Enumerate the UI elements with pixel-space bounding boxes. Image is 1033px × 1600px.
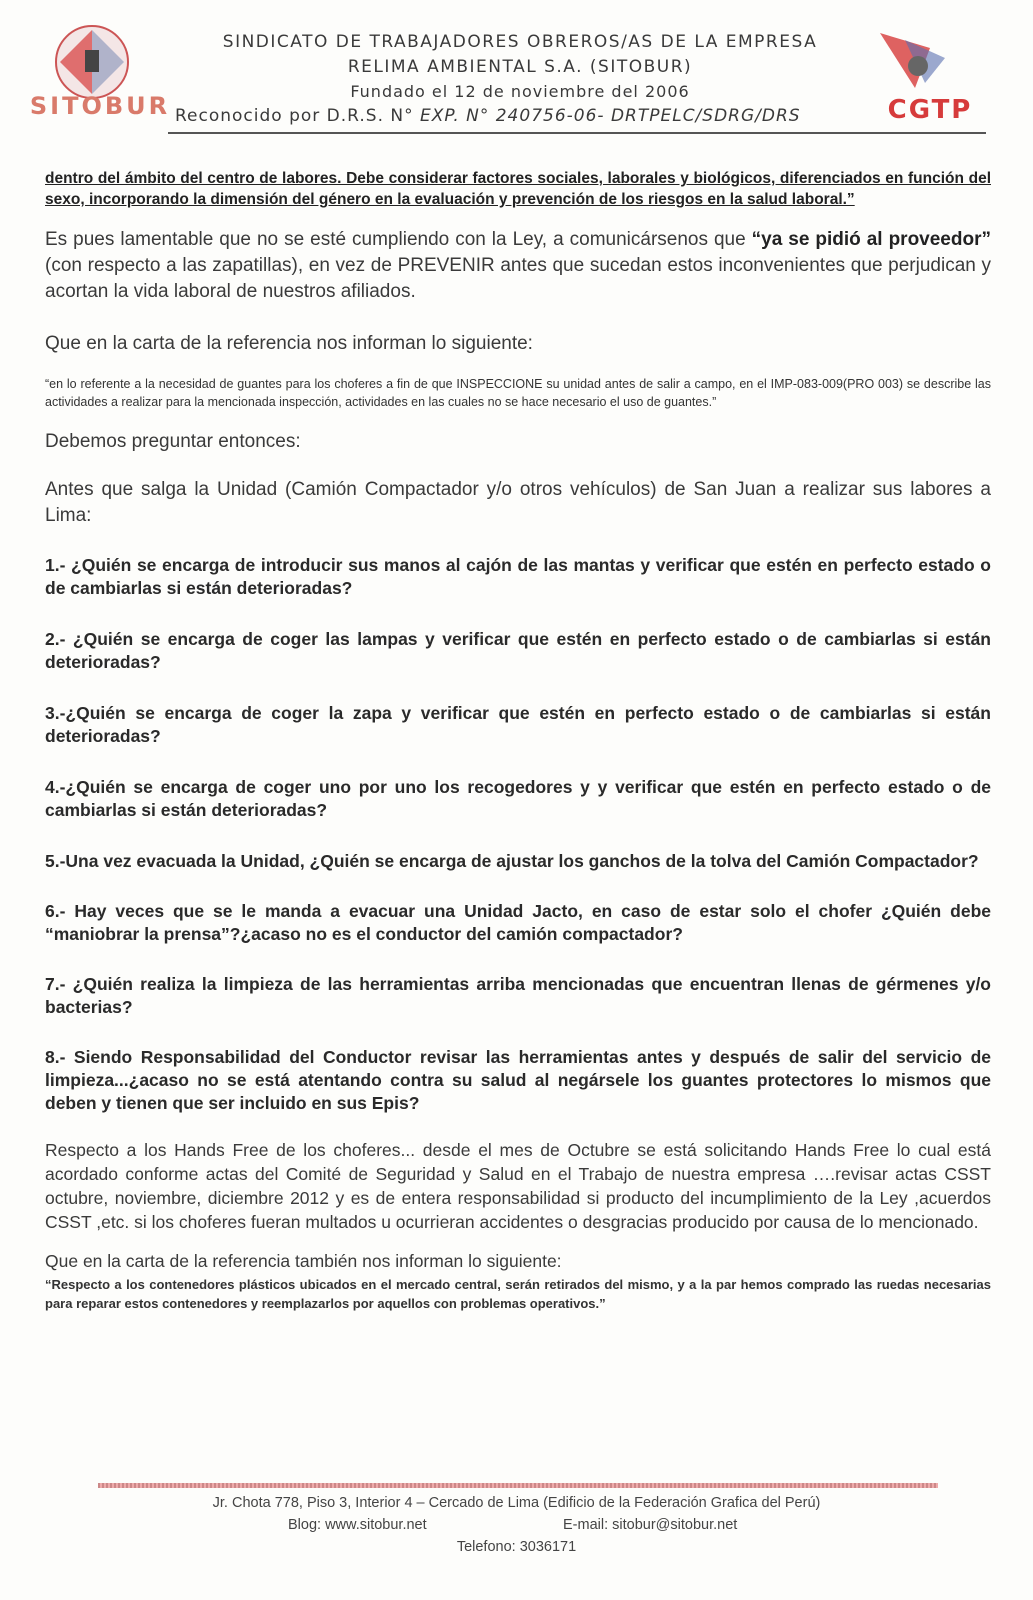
footer-phone: Telefono: 3036171 xyxy=(456,1539,577,1555)
footer-address: Jr. Chota 778, Piso 3, Interior 4 – Cercado de Lima (Edificio de la Federación Grafica del Perú) xyxy=(212,1495,821,1511)
paragraph-questions-intro: Debemos preguntar entonces: xyxy=(45,431,301,452)
letter-body xyxy=(45,168,991,1313)
letterhead-title xyxy=(175,30,865,104)
paragraph-reference-intro: Que en la carta de la referencia nos informan lo siguiente: xyxy=(45,333,533,354)
paragraph-text: Es pues lamentable que no se esté cumpliendo con la Ley, a comunicársenos que xyxy=(45,229,752,250)
footer-email-link[interactable]: E-mail: sitobur@sitobur.net xyxy=(563,1517,738,1533)
question-item: 7.- ¿Quién realiza la limpieza de las herramientas arriba mencionadas que encuentran llenas de gérmenes y/o bacterias? xyxy=(45,974,991,1017)
gloves-quote: “en lo referente a la necesidad de guantes para los choferes a fin de que INSPECCIONE su unidad antes de salir a campo, en el IMP-083-009(PRO 003) se describe las actividades a realizar para la mencionada inspección, actividades en las cuales no se hace necesario el uso de guantes.” xyxy=(45,377,991,409)
letterhead xyxy=(0,0,1033,140)
union-name: SINDICATO DE TRABAJADORES OBREROS/AS DE LA EMPRESA xyxy=(222,32,818,52)
header-divider xyxy=(168,132,986,134)
question-item: 4.-¿Quién se encarga de coger uno por uno los recogedores y y verificar que estén en perfecto estado o de cambiarlas si están deterioradas? xyxy=(45,777,991,820)
footer-blog-link[interactable]: Blog: www.sitobur.net xyxy=(288,1517,427,1533)
question-item: 1.- ¿Quién se encarga de introducir sus manos al cajón de las mantas y verificar que estén en perfecto estado o de cambiarlas si están deterioradas? xyxy=(45,555,991,598)
sitobur-logo-text: SITOBUR xyxy=(30,92,171,120)
paragraph-hands-free: Respecto a los Hands Free de los choferes... desde el mes de Octubre se está solicitando Hands Free lo cual está acordado conforme actas del Comité de Seguridad y Salud en el Trabajo de nuestra empresa ….revisar actas CSST octubre, noviembre, diciembre 2012 y es de entera responsabilidad si producto del incumplimiento de la Ley ,acuerdos CSST ,etc. si los choferes fueran multados u ocurrieran accidentes o desgracias producido por causa de lo mencionado. xyxy=(45,1140,991,1232)
recognition-prefix: Reconocido por D.R.S. N° xyxy=(175,106,421,126)
paragraph-emphasis: “ya se pidió al proveedor” xyxy=(751,229,991,250)
sitobur-logo xyxy=(30,22,180,130)
footer-divider xyxy=(98,1483,938,1488)
question-item: 2.- ¿Quién se encarga de coger las lampas y verificar que estén en perfecto estado o de cambiarlas si están deterioradas? xyxy=(45,629,991,672)
question-item: 6.- Hay veces que se le manda a evacuar una Unidad Jacto, en caso de estar solo el chofer ¿Quién debe “maniobrar la prensa”?¿acaso no es el conductor del camión compactador? xyxy=(45,901,991,944)
paragraph-unit-context: Antes que salga la Unidad (Camión Compactador y/o otros vehículos) de San Juan a realizar sus labores a Lima: xyxy=(45,479,991,526)
paragraph-text: (con respecto a las zapatillas), en vez de PREVENIR antes que sucedan estos inconvenientes que perjudican y acortan la vida laboral de nuestros afiliados. xyxy=(45,255,991,302)
cgtp-logo xyxy=(870,28,990,123)
recognition-line xyxy=(175,106,801,126)
question-item: 3.-¿Quién se encarga de coger la zapa y verificar que estén en perfecto estado o de cambiarlas si están deterioradas? xyxy=(45,703,991,746)
founded-date: Fundado el 12 de noviembre del 2006 xyxy=(350,82,690,101)
containers-quote: “Respecto a los contenedores plásticos ubicados en el mercado central, serán retirados del mismo, y a la par hemos comprado las ruedas necesarias para reparar estos contenedores y reemplazarlos por aquellos con problemas operativos.” xyxy=(45,1277,991,1311)
company-name: RELIMA AMBIENTAL S.A. (SITOBUR) xyxy=(347,57,693,77)
recognition-file-number: EXP. N° 240756-06- DRTPELC/SDRG/DRS xyxy=(420,106,801,126)
law-quote: dentro del ámbito del centro de labores. Debe considerar factores sociales, laborales y biológicos, diferenciados en función del sexo, incorporando la dimensión del género en la evaluación y prevención de los riesgos en la salud laboral.” xyxy=(45,170,991,208)
paragraph-reference-also: Que en la carta de la referencia también nos informan lo siguiente: xyxy=(45,1251,562,1271)
question-item: 5.-Una vez evacuada la Unidad, ¿Quién se encarga de ajustar los ganchos de la tolva del Camión Compactador? xyxy=(45,851,979,871)
question-item: 8.- Siendo Responsabilidad del Conductor revisar las herramientas antes y después de salir del servicio de limpieza...¿acaso no se está atentando contra su salud al negársele los guantes protectores lo mismos que deben y tienen que ser incluido en sus Epis? xyxy=(45,1047,991,1113)
cgtp-logo-text: CGTP xyxy=(887,95,973,123)
paragraph-law-noncompliance xyxy=(45,227,991,305)
